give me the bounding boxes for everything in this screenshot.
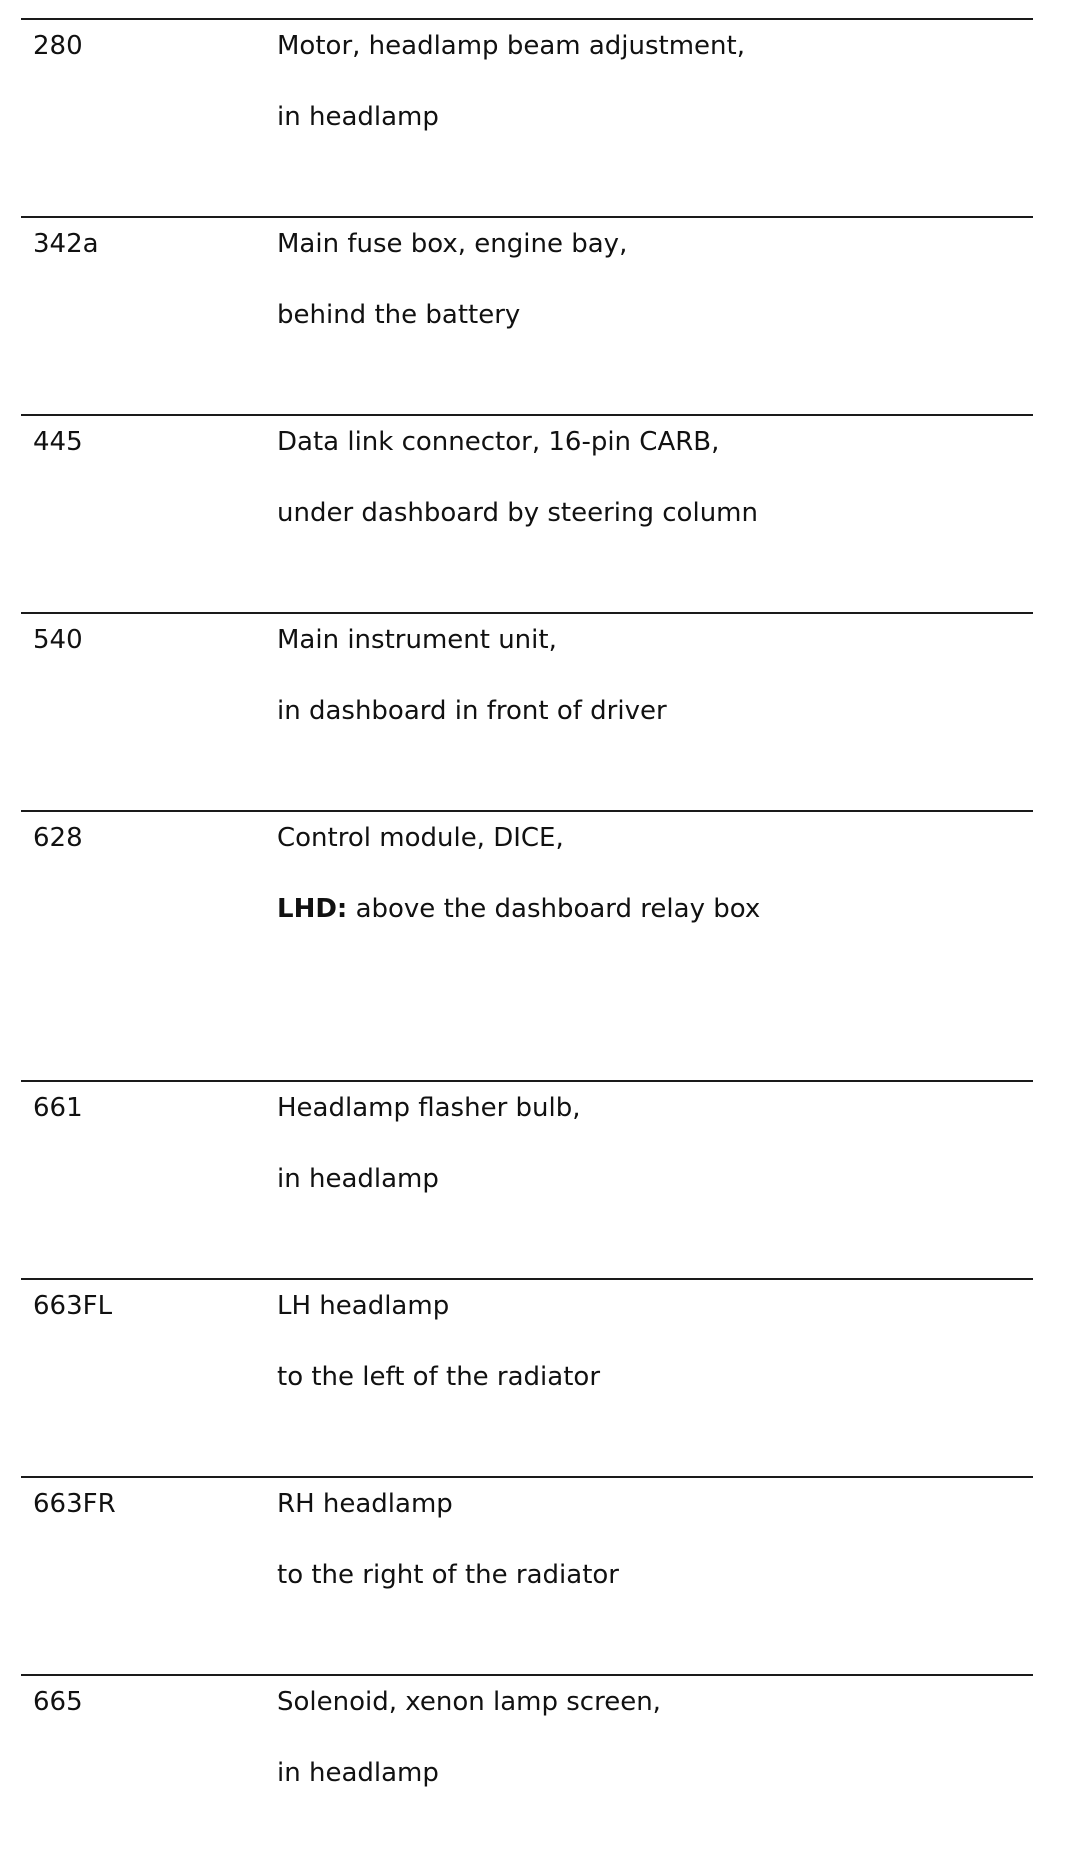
component-name: Data link connector, 16-pin CARB, (277, 427, 720, 457)
component-location: in headlamp (277, 1164, 439, 1194)
component-description (277, 28, 745, 135)
component-code: 665 (33, 1687, 83, 1717)
component-code: 445 (33, 427, 83, 457)
drive-side-label: LHD: (277, 894, 348, 924)
component-location: in headlamp (277, 102, 439, 132)
table-row (21, 1278, 1033, 1476)
component-code: 280 (33, 31, 83, 61)
component-location: behind the battery (277, 300, 521, 330)
component-description (277, 226, 627, 333)
component-location (277, 891, 760, 927)
component-description (277, 1288, 600, 1395)
component-location-table (21, 18, 1033, 1872)
component-code: 628 (33, 823, 83, 853)
component-code: 342a (33, 229, 99, 259)
component-location-text: above the dashboard relay box (347, 894, 761, 924)
table-row (21, 612, 1033, 810)
component-name: Solenoid, xenon lamp screen, (277, 1687, 661, 1717)
component-name: Main instrument unit, (277, 625, 557, 655)
table-row (21, 1080, 1033, 1278)
component-description (277, 424, 758, 531)
component-location: under dashboard by steering column (277, 498, 758, 528)
component-location: to the left of the radiator (277, 1362, 601, 1392)
component-code: 663FR (33, 1489, 116, 1519)
component-description (277, 820, 760, 927)
table-row (21, 18, 1033, 216)
component-name: LH headlamp (277, 1291, 450, 1321)
component-description (277, 1090, 581, 1197)
table-row (21, 1476, 1033, 1674)
component-name: Control module, DICE, (277, 823, 564, 853)
component-code: 540 (33, 625, 83, 655)
component-description (277, 1684, 661, 1791)
component-location: to the right of the radiator (277, 1560, 619, 1590)
table-row (21, 414, 1033, 612)
component-name: Motor, headlamp beam adjustment, (277, 31, 745, 61)
component-description (277, 622, 667, 729)
table-row (21, 810, 1033, 1080)
table-row (21, 1674, 1033, 1872)
component-name: Headlamp flasher bulb, (277, 1093, 581, 1123)
component-description (277, 1486, 619, 1593)
component-name: RH headlamp (277, 1489, 453, 1519)
component-code: 663FL (33, 1291, 113, 1321)
component-code: 661 (33, 1093, 83, 1123)
component-name: Main fuse box, engine bay, (277, 229, 628, 259)
component-location: in headlamp (277, 1758, 439, 1788)
table-row (21, 216, 1033, 414)
component-location: in dashboard in front of driver (277, 696, 667, 726)
